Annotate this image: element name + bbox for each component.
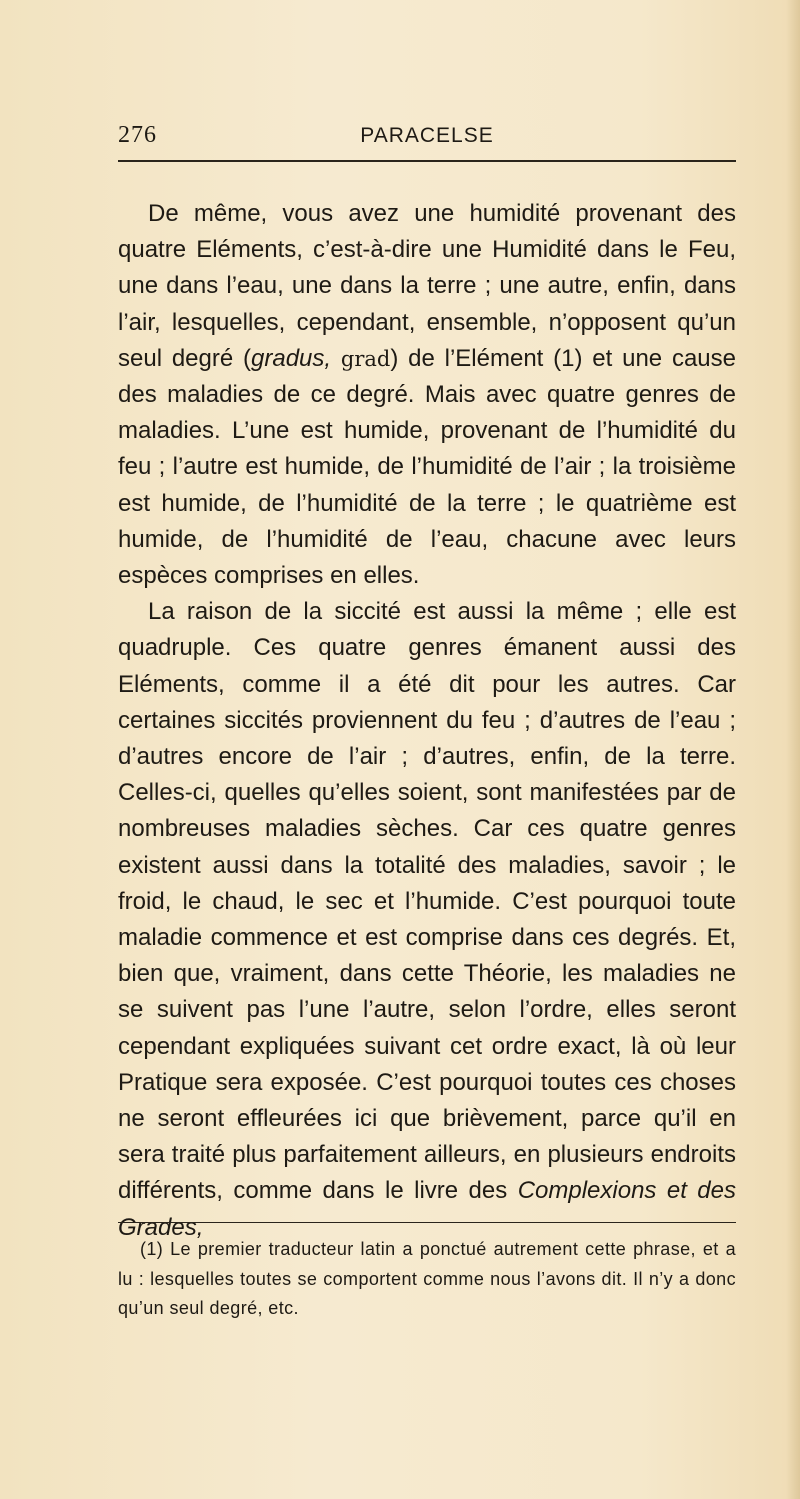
header-rule	[118, 160, 736, 162]
footnote-1: (1) Le premier traducteur latin a ponctué autrement cette phrase, et a lu : lesquelles toutes se comportent comme nous l’avons dit. Il n’y a donc qu’un seul degré, etc.	[118, 1239, 736, 1318]
grad-gothic-term: grad	[340, 346, 391, 371]
page-header	[118, 122, 736, 158]
page-edge-shadow	[786, 0, 800, 1499]
paragraph-1-part-b: ) de l’Elément (1) et une cause des maladies de ce degré. Mais avec quatre genres de maladies. L’une est humide, provenant de l’humidité du feu ; l’autre est humide, de l’humidité de l’air ; la troisième est humide, de l’humidité de la terre ; le quatrième est humide, de l’humidité de l’eau, chacune avec leurs espèces comprises en elles.	[118, 344, 736, 590]
paragraph-2-part-a: La raison de la siccité est aussi la même ; elle est quadruple. Ces quatre genres émanent aussi des Eléments, comme il a été dit pour les autres. Car certaines siccités proviennent du feu ; d’autres de l’eau ; d’autres encore de l’air ; d’autres, enfin, de la terre. Celles-ci, quelles qu’elles soient, sont manifestées par de nombreuses maladies sèches. Car ces quatre genres existent aussi dans la totalité des maladies, savoir ; le froid, le chaud, le sec et l’humide. C’est pourquoi toute maladie commence et est comprise dans ces degrés. Et, bien que, vraiment, dans cette Théorie, les maladies ne se suivent pas l’une l’autre, selon l’ordre, elles seront cependant expliquées suivant cet ordre exact, là où leur Pratique sera exposée. C’est pourquoi toutes ces choses ne seront effleurées ici que brièvement, parce qu’il en sera traité plus parfaitement ailleurs, en plusieurs endroits différents, comme dans le livre des	[118, 598, 736, 1205]
footnote	[118, 1235, 736, 1324]
page-number: 276	[118, 122, 157, 148]
paragraph-1	[118, 196, 736, 594]
paragraph-2	[118, 594, 736, 1246]
paragraph-1-part-a: De même, vous avez une humidité provenant des quatre Eléments, c’est-à-dire une Humidité dans le Feu, une dans l’eau, une dans la terre ; une autre, enfin, dans l’air, lesquelles, cependant, ensemble, n’opposent qu’un seul degré (	[118, 200, 736, 372]
main-text	[118, 196, 736, 1246]
footnote-rule	[118, 1222, 736, 1223]
gradus-term: gradus,	[251, 344, 332, 372]
running-title: PARACELSE	[360, 124, 494, 147]
book-title-reference: Complexions et des Grades,	[118, 1177, 736, 1241]
